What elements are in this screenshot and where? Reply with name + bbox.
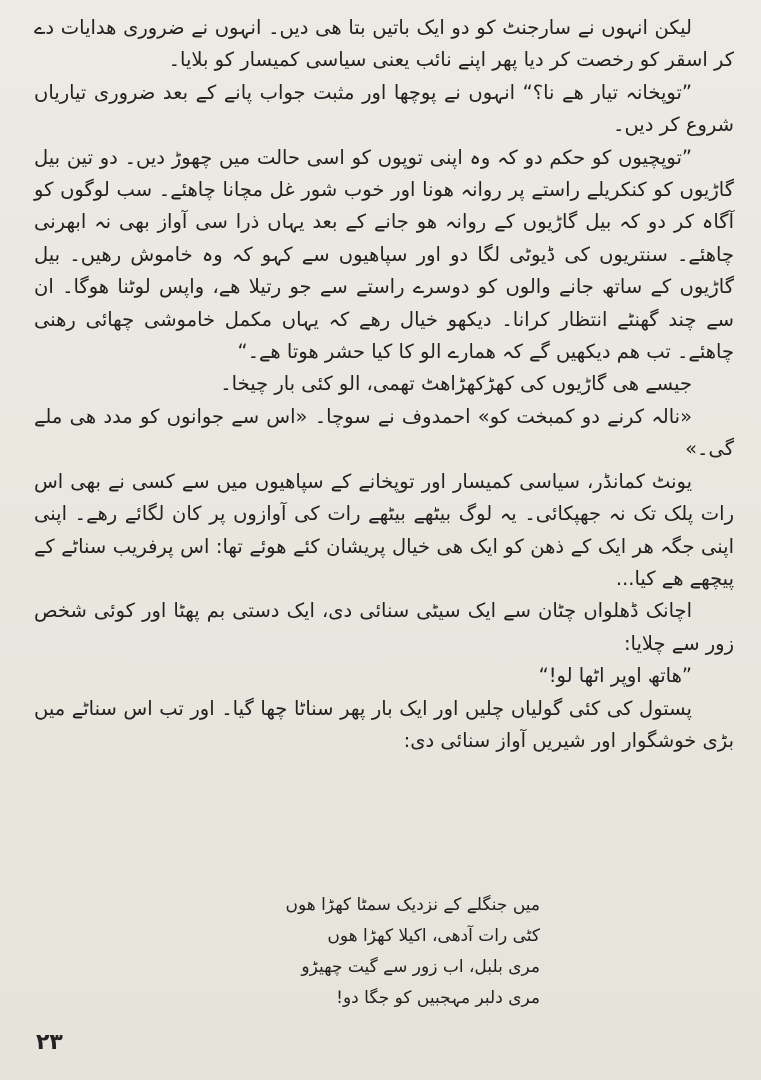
paragraph: اچانک ڈھلواں چٹان سے ایک سیٹی سنائی دی، ایک دستی بم پھٹا اور کوئی شخص زور سے چلایا:: [34, 599, 734, 655]
paragraph: ”ھاتھ اوپر اٹھا لو!“: [538, 664, 692, 688]
paragraph: ”توپخانہ تیار ھے نا؟“ انہوں نے پوچھا اور مثبت جواب پانے کے بعد ضروری تیاریاں شروع کر دیں۔: [34, 80, 734, 137]
body-text: [34, 12, 734, 757]
verse-line: میں جنگلے کے نزدیک سمٹا کھڑا ھوں: [285, 895, 540, 915]
paragraph: جیسے ھی گاڑیوں کی کھڑکھڑاھٹ تھمی، الو کئی بار چیخا۔: [220, 372, 692, 396]
verse-line: کٹی رات آدھی، اکیلا کھڑا ھوں: [327, 926, 540, 946]
paragraph: پستول کی کئی گولیاں چلیں اور ایک بار پھر سناٹا چھا گیا۔ اور تب اس سناٹے میں بڑی خوشگوار اور شیریں آواز سنائی دی:: [34, 696, 734, 752]
paragraph: یونٹ کمانڈر، سیاسی کمیسار اور توپخانے کے سپاھیوں میں سے کسی نے بھی اس رات پلک تک نہ جھپکائی۔ یہ لوگ بیٹھے بیٹھے رات کی آوازوں پر کان لگائے رھے۔ اپنی اپنی جگہ ھر ایک کے ذھن کو ایک ھی خیال پریشان کئے ھوئے تھا: اس پرفریب سناٹے کے پیچھے ھے کیا...: [34, 469, 734, 590]
paragraph: ”توپچیوں کو حکم دو کہ وہ اپنی توپوں کو اسی حالت میں چھوڑ دیں۔ دو تین بیل گاڑیوں کو کنکریلے راستے پر روانہ ھونا اور خوب شور غل مچانا چاھئے۔ سب لوگوں کو آگاہ کر دو کہ بیل گاڑیوں کے روانہ ھو جانے کے بعد یہاں ذرا سی آواز بھی نہ ابھرنی چاھئے۔ سنتریوں کی ڈیوٹی لگا دو اور سپاھیوں سے کہو کہ وہ خاموش رھیں۔ بیل گاڑیوں کے ساتھ جانے والوں کو دوسرے راستے سے جو رتیلا ھے، واپس لوٹنا ھوگا۔ ان سے چند گھنٹے انتظار کرانا۔ دیکھو خیال رھے کہ یہاں مکمل خاموشی چھائی رھنی چاھئے۔ تب ھم دیکھیں گے کہ ھمارے الو کا کیا حشر ھوتا ھے۔“: [34, 145, 734, 364]
paragraph: لیکن انہوں نے سارجنٹ کو دو ایک باتیں بتا ھی دیں۔ انہوں نے ضروری ھدایات دے کر اسقر کو رخصت کر دیا پھر اپنے نائب یعنی سیاسی کمیسار کو بلایا۔: [34, 16, 734, 72]
verse-block: [200, 890, 540, 1014]
page-number: ۲۳: [36, 1030, 63, 1055]
verse-line: مری بلبل، اب زور سے گیت چھیڑو: [301, 957, 540, 977]
paragraph: «نالہ کرنے دو کمبخت کو» احمدوف نے سوچا۔ «اس سے جوانوں کو مدد ھی ملے گی۔»: [34, 404, 734, 461]
verse-line: مری دلبر مہجبیں کو جگا دو!: [336, 988, 540, 1008]
